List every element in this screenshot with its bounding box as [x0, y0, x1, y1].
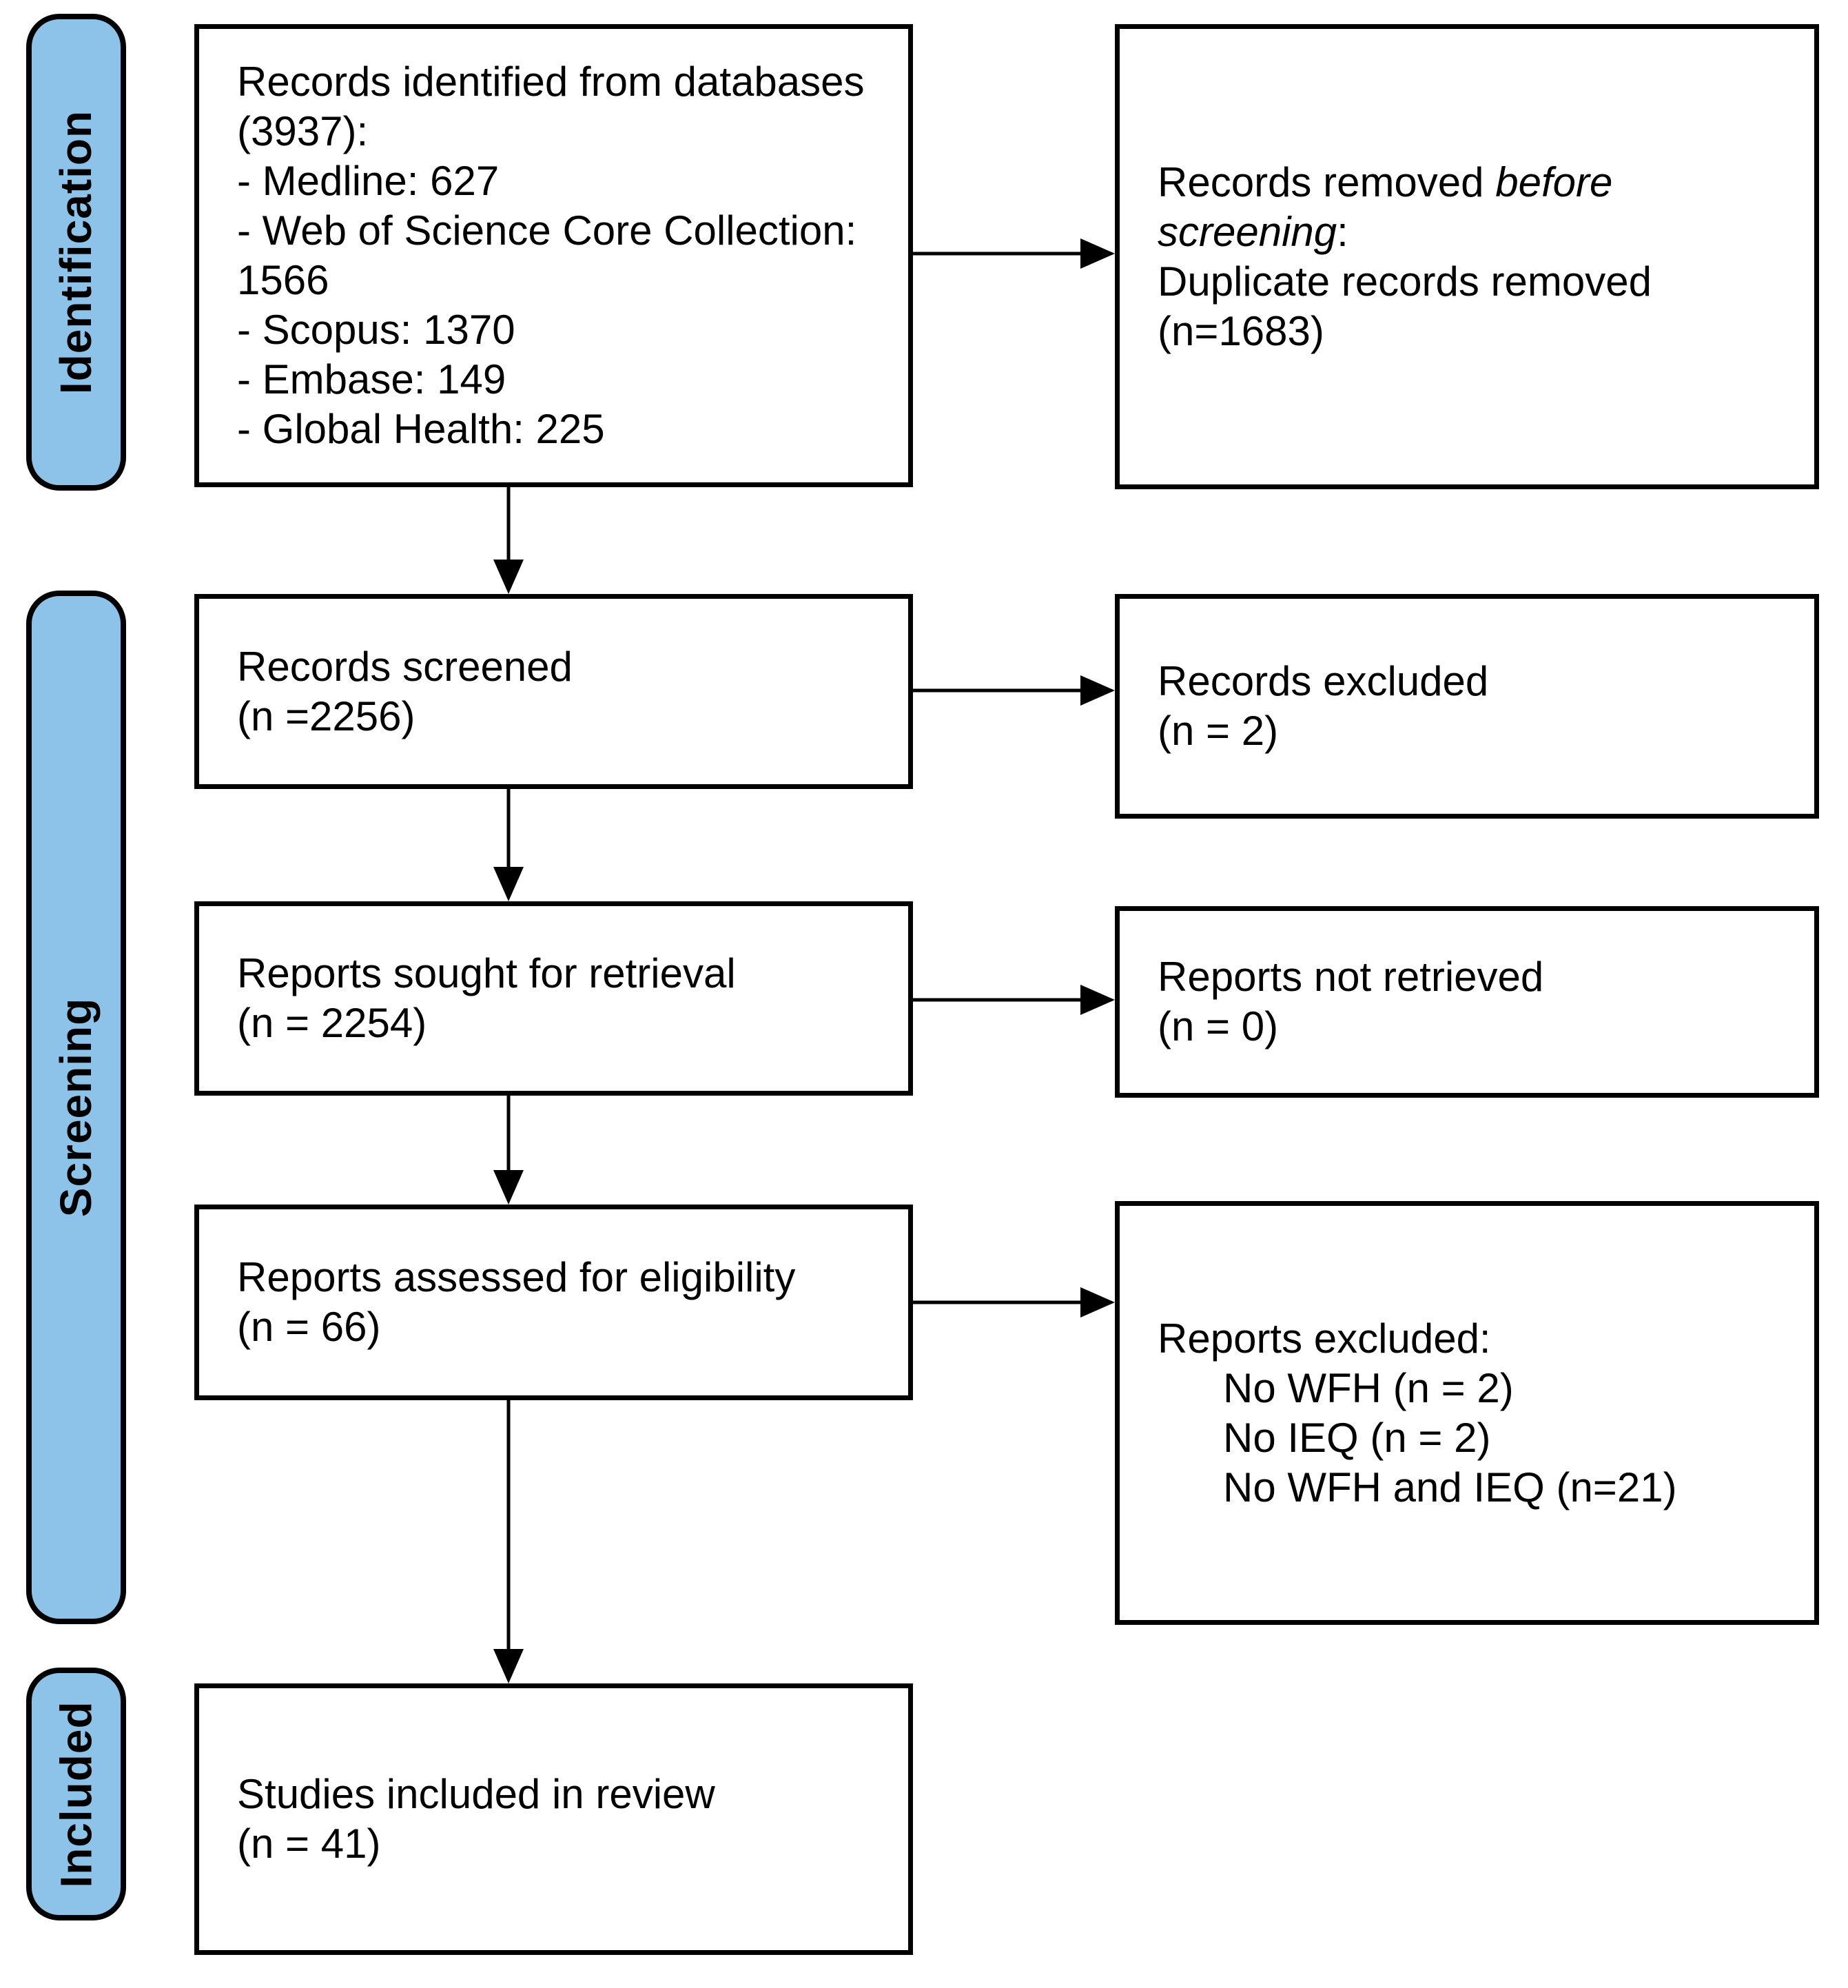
stage-label-included-text: Included [51, 1700, 101, 1888]
stage-label-included [26, 1668, 126, 1920]
flow-box-records-excluded [1115, 594, 1819, 819]
flow-box-reports-excluded [1115, 1201, 1819, 1625]
flow-box-reports-assessed [194, 1205, 913, 1400]
flow-box-reports-excluded-text: Reports excluded: No WFH (n = 2) No IEQ (n = 2) No WFH and IEQ (n=21) [1158, 1315, 1677, 1510]
flow-box-records-excluded-text: Records excluded (n = 2) [1158, 658, 1489, 754]
arrow-identified-to-screened [493, 487, 524, 594]
flow-box-records-identified-text: Records identified from databases (3937): - Medline: 627 - Web of Science Core Collection: 1566 - Scopus: 1370 - Embase: 149 - Global Health: 225 [237, 59, 865, 452]
flow-box-records-screened-text: Records screened (n =2256) [237, 643, 573, 739]
flow-box-reports-not-retrieved-text: Reports not retrieved (n = 0) [1158, 954, 1544, 1049]
flow-box-reports-sought-text: Reports sought for retrieval (n = 2254) [237, 950, 736, 1046]
flow-box-studies-included-text: Studies included in review (n = 41) [237, 1771, 715, 1867]
arrow-screened-to-records-excluded [913, 675, 1115, 706]
arrow-assessed-to-included [493, 1400, 524, 1683]
flow-box-records-identified [194, 24, 913, 487]
flow-box-reports-sought [194, 901, 913, 1096]
flow-box-reports-not-retrieved [1115, 906, 1819, 1098]
arrow-sought-to-not-retrieved [913, 985, 1115, 1015]
arrow-identified-to-removed [913, 238, 1115, 269]
stage-label-identification [26, 14, 126, 491]
stage-label-screening-text: Screening [51, 997, 101, 1218]
flow-box-records-removed-text: Records removed before screening: Duplicate records removed (n=1683) [1158, 158, 1652, 354]
flow-box-records-removed [1115, 24, 1819, 489]
flow-box-studies-included [194, 1683, 913, 1955]
arrow-screened-to-sought [493, 789, 524, 901]
flow-box-records-screened [194, 594, 913, 789]
arrow-sought-to-assessed [493, 1096, 524, 1205]
stage-label-identification-text: Identification [51, 110, 101, 395]
arrow-assessed-to-reports-excluded [913, 1287, 1115, 1318]
flow-box-reports-assessed-text: Reports assessed for eligibility (n = 66) [237, 1254, 796, 1350]
stage-label-screening [26, 591, 126, 1624]
